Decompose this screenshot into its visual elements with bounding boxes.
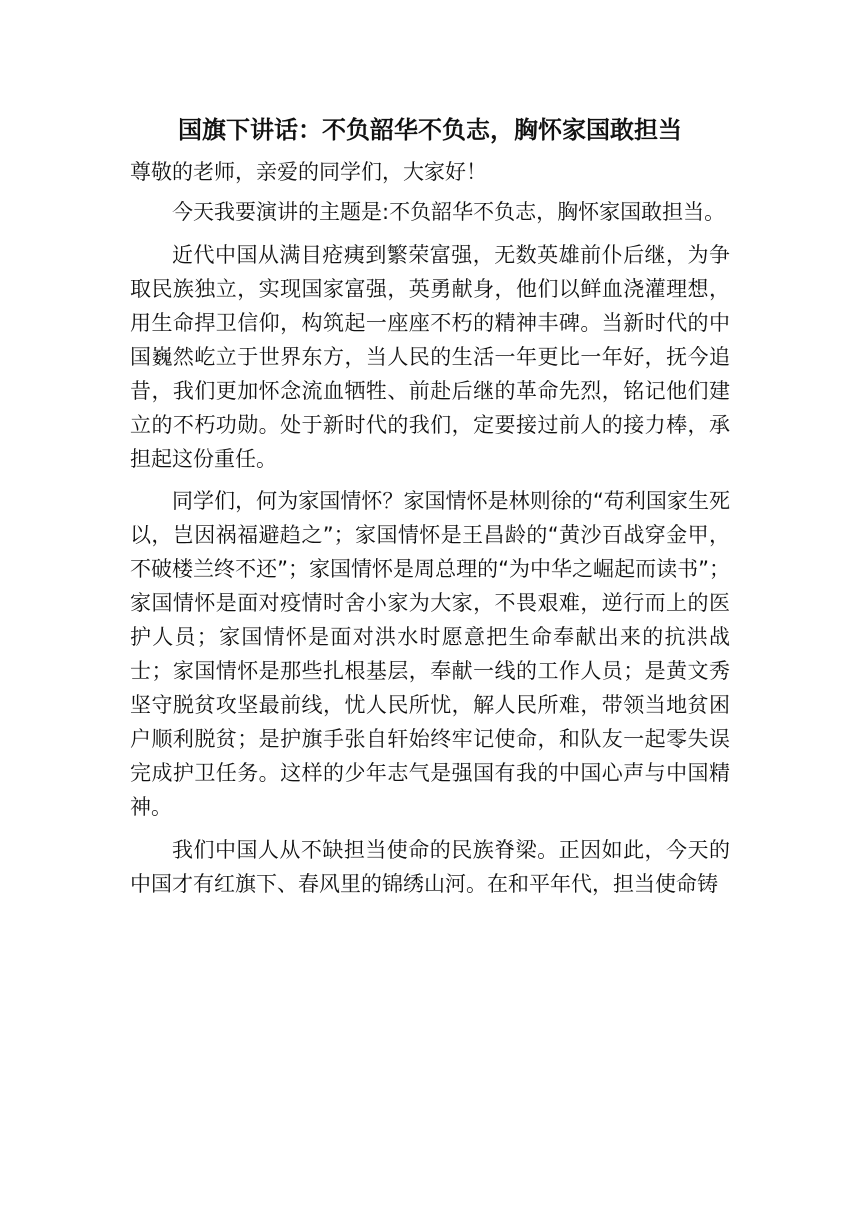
document-title: 国旗下讲话：不负韶华不负志，胸怀家国敢担当 [178, 116, 682, 144]
paragraph-topic: 今天我要演讲的主题是:不负韶华不负志，胸怀家国敢担当。 [172, 200, 726, 224]
greeting-line: 尊敬的老师，亲爱的同学们，大家好！ [130, 160, 487, 184]
document-body [130, 155, 730, 909]
paragraph-patriotism: 同学们，何为家国情怀？家国情怀是林则徐的“苟利国家生死以，岂因祸福避趋之”；家国情怀是王昌龄的“黄沙百战穿金甲，不破楼兰终不还”；家国情怀是周总理的“为中华之崛起而读书”；家国情怀是面对疫情时舍小家为大家，不畏艰难，逆行而上的医护人员；家国情怀是面对洪水时愿意把生命奉献出来的抗洪战士；家国情怀是那些扎根基层，奉献一线的工作人员；是黄文秀坚守脱贫攻坚最前线，忧人民所忧，解人民所难，带领当地贫困户顺利脱贫；是护旗手张自轩始终牢记使命，和队友一起零失误完成护卫任务。这样的少年志气是强国有我的中国心声与中国精神。 [130, 489, 730, 819]
paragraph-mission: 我们中国人从不缺担当使命的民族脊梁。正因如此，今天的中国才有红旗下、春风里的锦绣山河。在和平年代，担当使命铸 [130, 837, 730, 896]
paragraph-history: 近代中国从满目疮痍到繁荣富强，无数英雄前仆后继，为争取民族独立，实现国家富强，英勇献身，他们以鲜血浇灌理想，用生命捍卫信仰，构筑起一座座不朽的精神丰碑。当新时代的中国巍然屹立于世界东方，当人民的生活一年更比一年好，抚今追昔，我们更加怀念流血牺牲、前赴后继的革命先烈，铭记他们建立的不朽功勋。处于新时代的我们，定要接过前人的接力棒，承担起这份重任。 [130, 242, 730, 471]
